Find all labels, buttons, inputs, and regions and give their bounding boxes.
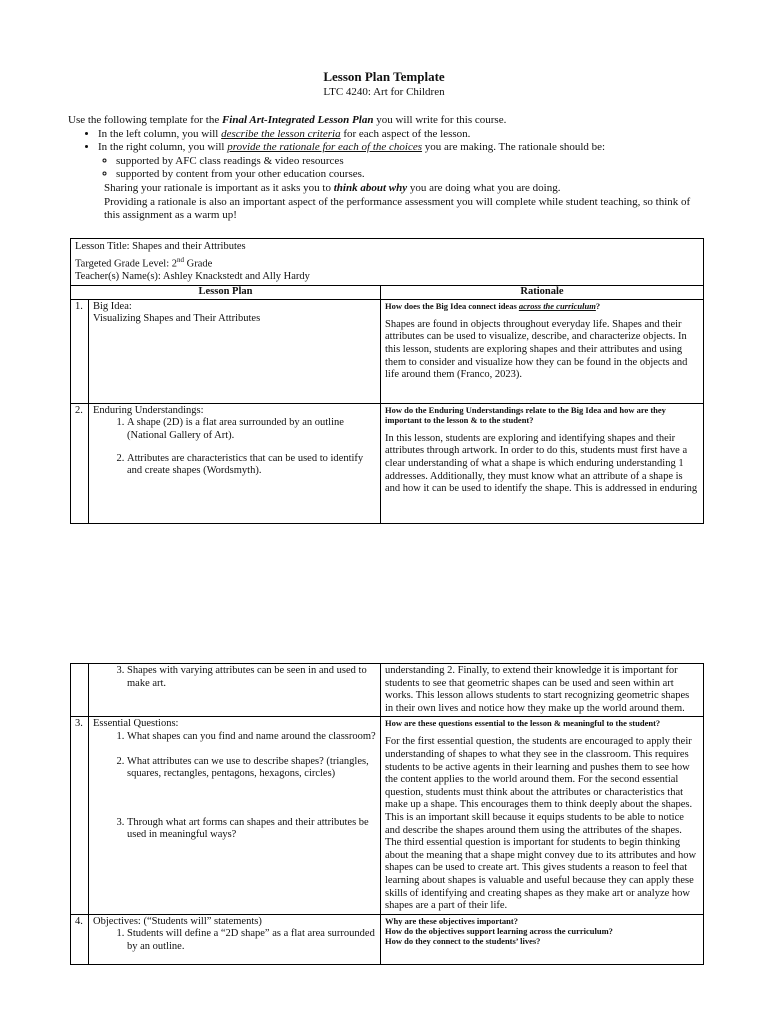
rationale-cell: understanding 2. Finally, to extend their knowledge it is important for students to see that geometric shapes can be used and seen within art works. This lesson allows students to start recognizing geometric shapes in their own lives and notice how they make up the world around them.	[381, 664, 704, 717]
note-why: Sharing your rationale is important as it asks you to think about why you are doing what you are doing.	[104, 181, 561, 194]
rationale-cell	[381, 717, 704, 914]
rationale-support-list	[98, 155, 708, 182]
rationale-question: How do the Enduring Understandings relate to the Big Idea and how are they important to the lesson & to the student?	[385, 404, 666, 425]
table-header-row	[71, 286, 704, 300]
list-item: 1. A shape (2D) is a flat area surrounded by an outline (National Gallery of Art).	[127, 417, 376, 442]
teacher-names: Teacher(s) Name(s): Ashley Knackstedt and Ally Hardy	[75, 270, 310, 282]
enduring-understandings-list	[93, 665, 376, 690]
row-number	[71, 664, 89, 717]
instruction-right-column: • In the right column, you will provide the rationale for each of the choices you are making. The rationale should be: ◦ supported by AFC class readings & video resources ◦ supported by content from your other education courses.	[98, 141, 708, 182]
rationale-cell	[381, 914, 704, 965]
enduring-understandings-cell	[89, 403, 381, 523]
big-idea-cell	[89, 299, 381, 403]
rationale-question: How does the Big Idea connect ideas across the curriculum?	[385, 300, 601, 311]
list-item: 2. What attributes can we use to describe shapes? (triangles, squares, rectangles, pentagons, hexagons, circles)	[127, 756, 376, 781]
enduring-understandings-cell	[89, 664, 381, 717]
rationale-question: How do they connect to the students’ lives?	[385, 935, 541, 946]
rationale-answer: Shapes are found in objects throughout everyday life. Shapes and their attributes can be used to visualize, describe, and characterize objects. In this lesson, students are exploring shapes and their attributes and using them to consider and visualize how they can be found in the objects and life around them (Franco, 2023).	[385, 318, 688, 381]
support-item: ◦ supported by AFC class readings & video resources	[116, 155, 708, 169]
grade-level: Targeted Grade Level: 2nd Grade	[75, 255, 213, 270]
rationale-cell	[381, 403, 704, 523]
list-item: 1. Students will define a “2D shape” as a flat area surrounded by an outline.	[127, 928, 376, 953]
column-header-rationale: Rationale	[381, 286, 704, 300]
table-row	[71, 717, 704, 914]
rationale-question: How do the objectives support learning across the curriculum?	[385, 925, 613, 936]
list-item: 2. Attributes are characteristics that can be used to identify and create shapes (Wordsmyth).	[127, 453, 376, 478]
row-number: 3.	[71, 717, 89, 914]
list-item: 3. Through what art forms can shapes and their attributes be used in meaningful ways?	[127, 817, 376, 842]
instruction-list	[68, 128, 708, 182]
rationale-cell	[381, 299, 704, 403]
row-number: 1.	[71, 299, 89, 403]
rationale-answer: For the first essential question, the students are encouraged to apply their understanding of shapes to what they see in the classroom. This requires students to be active agents in their learning and pushes them to see how the content applies to the world around them. For the second essential question, students must think about the attributes or characteristics that make up a shape. This encourages them to think deeply about the shapes. This is an important skill because it equips students to be able to notice and describe the shapes around them using the attributes of the shapes. The third essential question is important for students to begin thinking about the meaning that a shape might convey due to its attributes and how shapes can be used to create art. This gives students a reason to feel that learning about shapes is valuable and useful because they can apply these skills of identifying and creating shapes as they make art or analyze how shapes are a part of their life.	[385, 736, 697, 912]
rationale-question: How are these questions essential to the lesson & meaningful to the student?	[385, 718, 661, 729]
lesson-title: Lesson Title: Shapes and their Attributes	[75, 241, 246, 252]
list-item: 3. Shapes with varying attributes can be seen in and used to make art.	[127, 665, 376, 690]
rationale-question: Why are these objectives important?	[385, 915, 518, 926]
row-heading: Objectives: (“Students will” statements)	[93, 915, 262, 927]
column-header-lesson-plan: Lesson Plan	[71, 286, 381, 300]
intro-line: Use the following template for the Final Art-Integrated Lesson Plan you will write for this course.	[68, 114, 507, 126]
objectives-cell	[89, 914, 381, 965]
row-heading: Enduring Understandings:	[93, 404, 204, 416]
lesson-plan-table	[70, 238, 704, 524]
table-row	[71, 914, 704, 965]
row-number: 2.	[71, 403, 89, 523]
enduring-understandings-list	[93, 417, 376, 477]
rationale-answer: In this lesson, students are exploring and identifying shapes and their attributes through artwork. In order to do this, students must first have a clear understanding of what a shape is which enduring understanding 1 addresses. Additionally, they must know what an attribute of a shape is and how it can be used to identify the shape. This is addressed in enduring	[385, 432, 698, 495]
lesson-info-row	[71, 239, 704, 286]
big-idea-text: Visualizing Shapes and Their Attributes	[93, 313, 261, 325]
table-row	[71, 403, 704, 523]
list-item: 1. What shapes can you find and name around the classroom?	[127, 731, 376, 744]
support-item: ◦ supported by content from your other education courses.	[116, 168, 708, 182]
row-heading: Big Idea:	[93, 300, 132, 312]
table-row	[71, 664, 704, 717]
instructions	[68, 114, 708, 223]
row-number: 4.	[71, 914, 89, 965]
table-row	[71, 299, 704, 403]
row-heading: Essential Questions:	[93, 718, 179, 730]
page-title: Lesson Plan Template	[323, 69, 445, 84]
note-warmup: Providing a rationale is also an important aspect of the performance assessment you will complete while student teaching, so think of this assignment as a warm up!	[104, 195, 691, 222]
objectives-list	[93, 928, 376, 953]
lesson-plan-table-continued	[70, 663, 704, 965]
essential-questions-cell	[89, 717, 381, 914]
essential-questions-list	[93, 731, 376, 842]
page-subtitle: LTC 4240: Art for Children	[323, 86, 445, 98]
instruction-left-column: • In the left column, you will describe the lesson criteria for each aspect of the lesson.	[98, 128, 708, 142]
